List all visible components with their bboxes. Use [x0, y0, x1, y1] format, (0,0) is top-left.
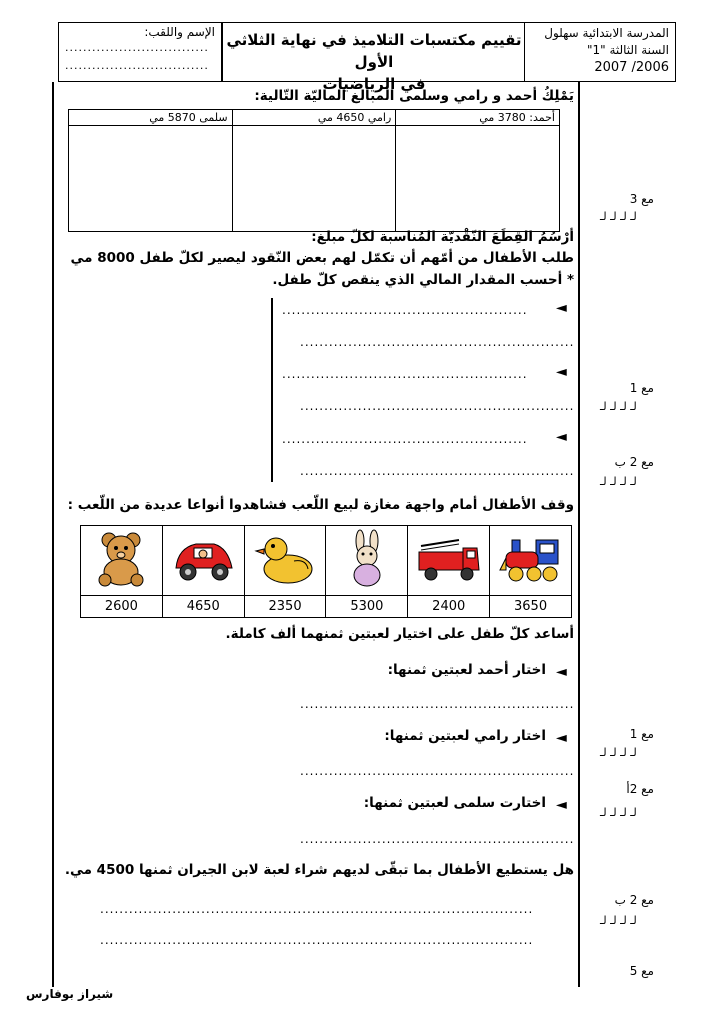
school-info: [525, 23, 675, 81]
answer-dots[interactable]: ...................................................: [282, 303, 528, 317]
criterion-label: مع 1: [629, 381, 654, 395]
student-name-field: [59, 23, 221, 81]
arrow-icon: ◄: [556, 300, 567, 316]
teddy-bear-icon: [91, 530, 151, 588]
duck-icon: [254, 531, 316, 587]
name-label: الإسم واللقب:: [144, 25, 215, 39]
school-name: المدرسة الابتدائية سهلول: [544, 26, 669, 40]
fire-truck-icon: [415, 534, 483, 584]
score-boxes[interactable]: لـ لـ لـ لـ: [600, 746, 637, 759]
name-dots: ................................: [65, 59, 209, 72]
section3-intro: وقف الأطفال أمام واجهة مغازة لبيع اللّعب فشاهدوا أنواعا عديدة من اللّعب :: [67, 497, 574, 513]
answer-dots[interactable]: .........................................................: [300, 399, 575, 413]
answer-dots[interactable]: .........................................................: [300, 464, 575, 478]
drawing-area-salma[interactable]: [69, 126, 233, 232]
train-icon: [498, 532, 564, 586]
criterion-label: مع 5: [629, 964, 654, 978]
school-year: 2007 /2006: [594, 60, 669, 75]
criterion-label: مع 2أ: [626, 782, 654, 796]
score-boxes[interactable]: لـ لـ لـ لـ: [600, 914, 637, 927]
arrow-icon: ◄: [556, 429, 567, 445]
section5-question: هل يستطيع الأطفال بما تبقّى لديهم شراء لعبة لابن الجيران ثمنها 4500 مي.: [64, 862, 574, 878]
score-boxes[interactable]: لـ لـ لـ لـ: [600, 400, 637, 413]
name-dots: ................................: [65, 41, 209, 54]
header-box: [58, 22, 676, 93]
section1-instruction: يَمْلِكُ أحمد و رامي وسلمى المبالغ الماليّة التّالية:: [254, 88, 574, 104]
answer-dots[interactable]: ..........................................................................................: [100, 933, 534, 947]
question-salma: اختارت سلمى لعبتين ثمنها:: [363, 795, 546, 811]
question-rami: اختار رامي لعبتين ثمنها:: [384, 728, 546, 744]
question-ahmed: اختار أحمد لعبتين ثمنها:: [387, 662, 546, 678]
grade: السنة الثالثة "1": [586, 43, 669, 57]
criterion-label: مع 3: [629, 192, 654, 206]
toy-car: [162, 526, 244, 596]
bunny-icon: [342, 529, 392, 589]
money-cell-rami: رامي 4650 مي: [232, 110, 396, 126]
exam-title-line1: تقييم مكتسبات التلاميذ في نهاية الثلاثي الأول: [226, 31, 522, 71]
toy-price: 5300: [326, 596, 408, 618]
arrow-icon: ◄: [556, 664, 567, 680]
toy-price: 3650: [490, 596, 572, 618]
header-divider: [221, 23, 223, 81]
toy-bunny: [326, 526, 408, 596]
answer-dots[interactable]: .........................................................: [300, 697, 575, 711]
arrow-icon: ◄: [556, 797, 567, 813]
drawing-area-ahmed[interactable]: [396, 126, 560, 232]
exam-title-line2: في الرياضيات: [322, 75, 426, 93]
money-cell-ahmed: أحمد: 3780 مي: [396, 110, 560, 126]
criterion-label: مع 2 ب: [614, 893, 654, 907]
section2-task: * أحسب المقدار المالي الذي ينقص كلّ طفل.: [272, 272, 574, 288]
work-divider-line: [271, 298, 273, 482]
toy-price: 2600: [81, 596, 163, 618]
toy-price: 2400: [408, 596, 490, 618]
money-cell-salma: سلمى 5870 مي: [69, 110, 233, 126]
answer-dots[interactable]: .........................................................: [300, 764, 575, 778]
money-table: [68, 109, 560, 232]
author-name: شيراز بوفارس: [26, 987, 114, 1001]
answer-dots[interactable]: ...................................................: [282, 367, 528, 381]
answer-dots[interactable]: ..........................................................................................: [100, 902, 534, 916]
criterion-label: مع 1: [629, 727, 654, 741]
toy-price: 2350: [244, 596, 326, 618]
toys-table: [80, 525, 572, 618]
arrow-icon: ◄: [556, 730, 567, 746]
score-boxes[interactable]: لـ لـ لـ لـ: [600, 210, 637, 223]
toy-teddy-bear: [81, 526, 163, 596]
section2-instruction: أرْسُمُ القِطَعَ النّقْديّة المُناسبة لكلّ مبلغ:: [311, 229, 574, 245]
toy-train: [490, 526, 572, 596]
toy-duck: [244, 526, 326, 596]
car-icon: [170, 534, 236, 584]
answer-dots[interactable]: .........................................................: [300, 335, 575, 349]
exam-title: [221, 23, 527, 93]
toy-price: 4650: [162, 596, 244, 618]
score-boxes[interactable]: لـ لـ لـ لـ: [600, 806, 637, 819]
toy-fire-truck: [408, 526, 490, 596]
left-border-line: [52, 82, 54, 987]
drawing-area-rami[interactable]: [232, 126, 396, 232]
arrow-icon: ◄: [556, 364, 567, 380]
score-boxes[interactable]: لـ لـ لـ لـ: [600, 475, 637, 488]
section4-instruction: أساعد كلّ طفل على اختيار لعبتين ثمنهما ألف كاملة.: [225, 626, 574, 642]
answer-dots[interactable]: ...................................................: [282, 432, 528, 446]
margin-line: [578, 82, 580, 987]
section2-problem: طلب الأطفال من أمّهم أن تكمّل لهم بعض النّقود ليصير لكلّ طفل 8000 مي: [70, 250, 574, 266]
answer-dots[interactable]: .........................................................: [300, 832, 575, 846]
criterion-label: مع 2 ب: [614, 455, 654, 469]
